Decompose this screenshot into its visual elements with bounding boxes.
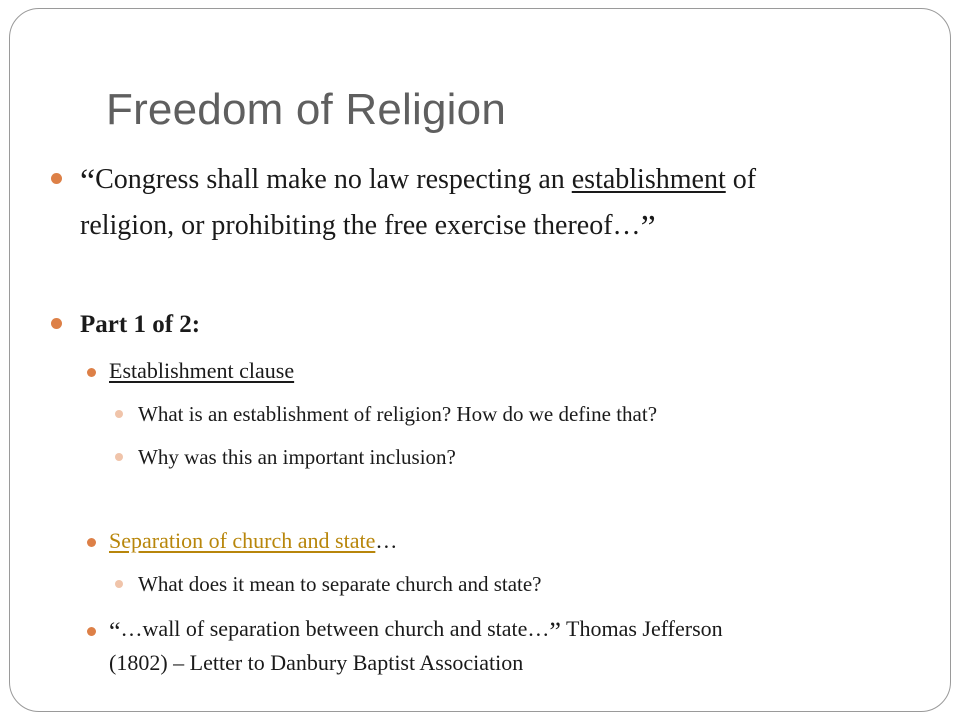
question-2: Why was this an important inclusion? xyxy=(138,445,456,469)
quote-text-before: Congress shall make no law respecting an xyxy=(95,164,572,195)
separation-suffix: … xyxy=(375,528,398,553)
jefferson-line-2: (1802) – Letter to Danbury Baptist Association xyxy=(109,650,524,675)
bullet-icon xyxy=(115,410,123,418)
part-heading: Part 1 of 2: xyxy=(80,311,201,338)
jefferson-close-quote: ” xyxy=(549,617,561,646)
open-quote-mark: “ xyxy=(80,163,96,200)
separation-link[interactable]: Separation of church and state xyxy=(109,528,376,553)
jefferson-quote: …wall of separation between church and state… xyxy=(120,616,550,641)
bullet-icon xyxy=(87,538,96,547)
question-1: What is an establishment of religion? How do we define that? xyxy=(138,402,658,426)
quote-line-2 xyxy=(80,206,656,246)
bullet-icon xyxy=(51,173,62,184)
slide-title: Freedom of Religion xyxy=(106,85,506,134)
jefferson-line-1 xyxy=(109,614,723,644)
bullet-icon xyxy=(51,318,62,329)
establishment-word: establishment xyxy=(571,164,726,195)
quote-line-2-text: religion, or prohibiting the free exercise thereof… xyxy=(80,210,641,241)
question-3: What does it mean to separate church and state? xyxy=(138,572,542,596)
close-quote-mark: ” xyxy=(640,209,656,246)
bullet-icon xyxy=(115,453,123,461)
bullet-icon xyxy=(115,580,123,588)
jefferson-open-quote: “ xyxy=(109,617,121,646)
establishment-clause-label: Establishment clause xyxy=(109,358,295,383)
jefferson-attribution: Thomas Jefferson xyxy=(560,616,723,641)
quote-line-1 xyxy=(80,160,756,200)
bullet-icon xyxy=(87,627,96,636)
separation-line xyxy=(109,526,397,556)
bullet-icon xyxy=(87,368,96,377)
quote-text-after: of xyxy=(725,164,757,195)
